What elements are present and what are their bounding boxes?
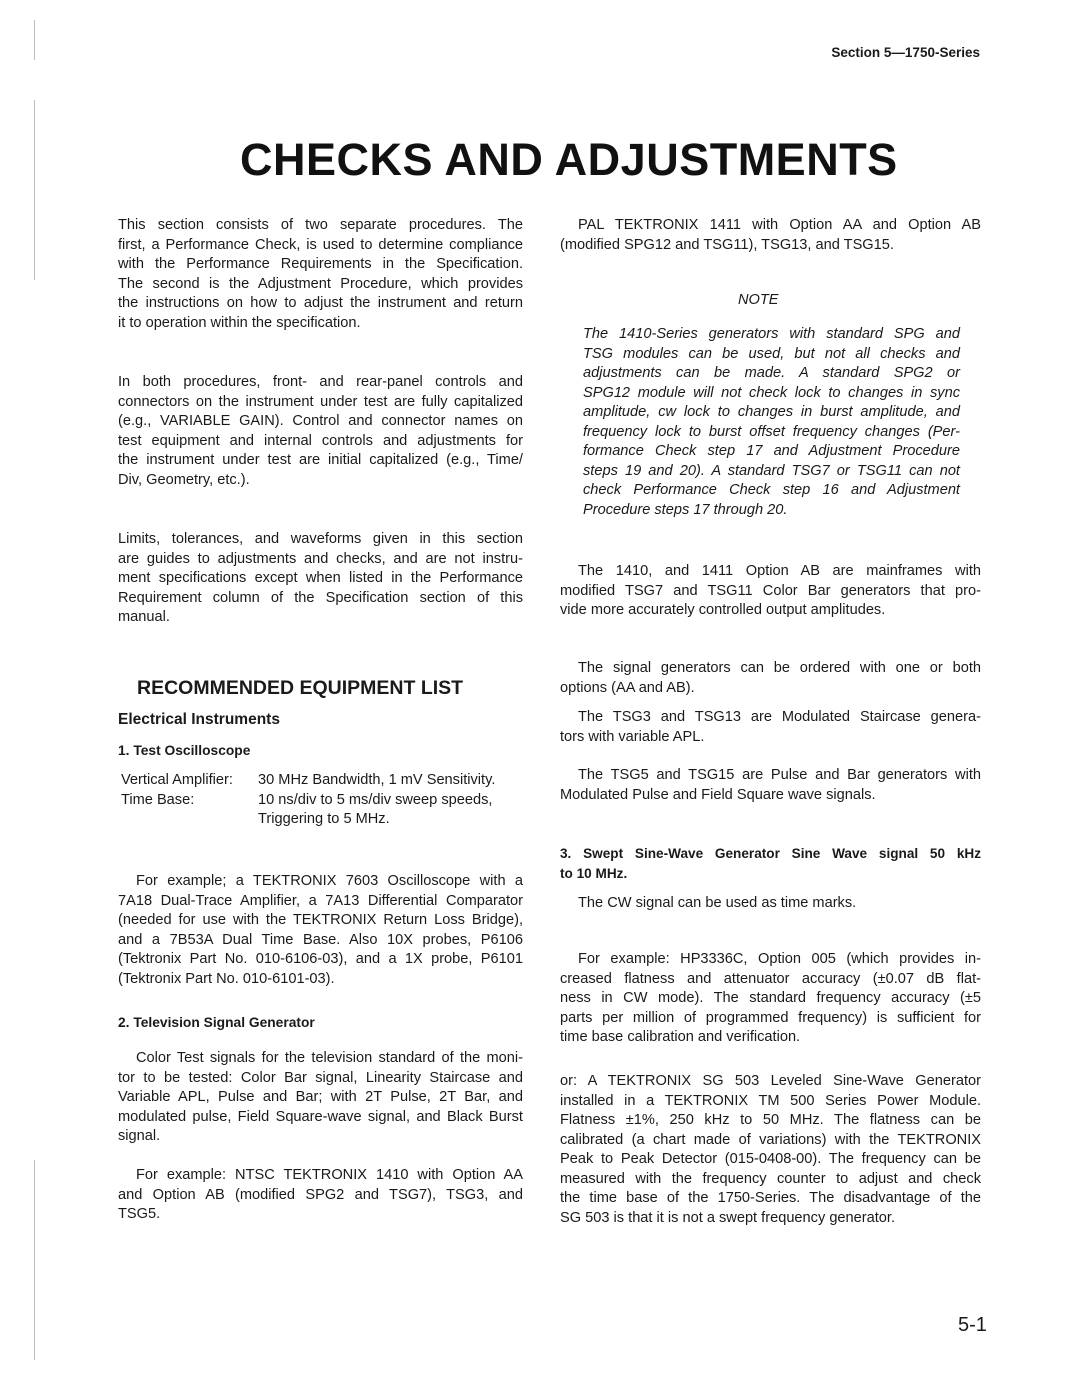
text-line: tors with variable APL. [560,728,705,745]
mainframes-paragraph [560,562,981,621]
cw-paragraph [560,894,981,914]
text-line: SG 503 is that it is not a swept frequency generator. [560,1209,896,1226]
tsg5-paragraph [560,766,981,805]
text-line: This section consists of two separate procedures. The [118,217,523,233]
equipment-list-heading: RECOMMENDED EQUIPMENT LIST [137,677,464,699]
text-line: Div, Geometry, etc.). [118,471,250,488]
text-line: Modulated Pulse and Field Square wave signals. [560,786,876,803]
text-line: options (AA and AB). [560,679,695,696]
text-line: tor to be tested: Color Bar signal, Linearity Staircase and [118,1069,523,1086]
text-line: Flatness ±1%, 250 kHz to 50 MHz. The flatness can be [560,1112,981,1128]
tv-signals-paragraph [118,1049,523,1147]
text-line: 3. Swept Sine-Wave Generator Sine Wave signal 50 kHz [560,846,981,861]
text-line: the time base of the 1750-Series. The disadvantage of the [560,1190,981,1206]
text-line: (e.g., VARIABLE GAIN). Control and connector names on [118,413,523,429]
text-line: Requirement column of the Specification section of this [118,589,523,606]
scan-margin-mark [34,20,35,60]
scan-margin-mark [34,100,35,280]
text-line: it to operation within the specification. [118,314,361,331]
text-line: the instructions on how to adjust the instrument and return [118,295,523,311]
text-line: TSG modules can be used, but not all checks and [583,345,960,362]
ntsc-example-paragraph [118,1166,523,1225]
text-line: installed in a TEKTRONIX TM 500 Series Power Module. [560,1092,981,1109]
section-header: Section 5—1750-Series [831,45,980,60]
scope-example-paragraph [118,872,523,989]
text-line: formance Check step 17 and Adjustment Procedure [583,443,960,459]
text-line: amplitude, cw lock to changes in burst amplitude, and [583,404,960,420]
oscilloscope-spec-table [121,771,495,830]
text-line: (Tektronix Part No. 010-6101-03). [118,970,335,987]
tv-signal-generator-heading: 2. Television Signal Generator [118,1015,315,1030]
text-line: with the Performance Requirements in the Specification. [118,256,523,272]
spec-value: Triggering to 5 MHz. [258,811,390,827]
tsg3-paragraph [560,708,981,747]
text-line: modulated pulse, Field Square-wave signal, and Black Burst [118,1108,523,1125]
text-line: ness in CW mode). The standard frequency accuracy (±5 [560,990,981,1006]
text-line: 7A18 Dual-Trace Amplifier, a 7A13 Differential Comparator [118,892,523,909]
text-line: The signal generators can be ordered with one or both [578,660,981,676]
text-line: PAL TEKTRONIX 1411 with Option AA and Option AB [578,217,981,233]
spec-label [121,810,258,830]
intro-paragraph [118,216,523,333]
text-line: connectors on the instrument under test are fully capitalized [118,393,523,410]
text-line: TSG5. [118,1206,161,1222]
text-line: Limits, tolerances, and waveforms given in this section [118,531,523,547]
spec-row [121,791,495,811]
text-line: (Tektronix Part No. 010-6106-03), and a 1X probe, P6101 [118,951,523,967]
electrical-instruments-heading: Electrical Instruments [118,711,280,728]
text-line: calibrated (a chart made of variations) with the TEKTRONIX [560,1131,981,1148]
pal-paragraph [560,216,981,255]
text-line: time base calibration and verification. [560,1029,801,1045]
text-line: check Performance Check step 16 and Adjustment [583,482,960,498]
text-line: For example; a TEKTRONIX 7603 Oscilloscope with a [136,873,523,889]
text-line: and Option AB (modified SPG2 and TSG7), TSG3, and [118,1186,523,1203]
text-line: test equipment and internal controls and adjustments for [118,432,523,449]
spec-row [121,810,495,830]
spec-label: Vertical Amplifier: [121,772,233,788]
text-line: The second is the Adjustment Procedure, which provides [118,275,523,292]
text-line: Color Test signals for the television standard of the moni- [136,1050,523,1066]
text-line: The CW signal can be used as time marks. [578,895,857,911]
text-line: Procedure steps 17 through 20. [583,501,788,518]
limits-paragraph [118,530,523,628]
text-line: parts per million of programmed frequency) is sufficient for [560,1009,981,1026]
note-label: NOTE [738,292,779,308]
text-line: first, a Performance Check, is used to determine compliance [118,236,523,253]
procedures-paragraph [118,373,523,490]
sg503-paragraph [560,1072,981,1228]
text-line: or: A TEKTRONIX SG 503 Leveled Sine-Wave Generator [560,1073,981,1089]
text-line: the instrument under test are initial capitalized (e.g., Time/ [118,452,523,468]
text-line: SPG12 module will not check lock to changes in sync [583,384,960,401]
page-number: 5-1 [958,1314,987,1336]
text-line: Peak to Peak Detector (015-0408-00). The frequency can be [560,1151,981,1167]
text-line: signal. [118,1128,161,1144]
text-line: The TSG3 and TSG13 are Modulated Staircase genera- [578,709,981,725]
spec-value: 30 MHz Bandwidth, 1 mV Sensitivity. [258,772,496,788]
text-line: manual. [118,609,170,625]
text-line: to 10 MHz. [560,865,628,881]
hp-example-paragraph [560,950,981,1048]
text-line: vide more accurately controlled output amplitudes. [560,602,886,618]
text-line: The 1410, and 1411 Option AB are mainframes with [578,563,981,579]
text-line: ment specifications except when listed in the Performance [118,570,523,586]
scan-margin-mark [34,1160,35,1360]
text-line: Variable APL, Pulse and Bar; with 2T Pulse, 2T Bar, and [118,1089,523,1105]
test-oscilloscope-heading: 1. Test Oscilloscope [118,743,251,758]
text-line: The 1410-Series generators with standard SPG and [583,326,960,342]
text-line: (needed for use with the TEKTRONIX Return Loss Bridge), [118,912,523,928]
spec-label: Time Base: [121,791,195,808]
text-line: adjustments can be made. A standard SPG2 or [583,365,960,381]
swept-generator-heading [560,844,981,883]
text-line: are guides to adjustments and checks, and are not instru- [118,550,523,567]
text-line: modified TSG7 and TSG11 Color Bar generators that pro- [560,582,981,599]
text-line: and a 7B53A Dual Time Base. Also 10X probes, P6106 [118,931,523,948]
text-line: (modified SPG12 and TSG11), TSG13, and TSG15. [560,236,894,253]
text-line: For example: NTSC TEKTRONIX 1410 with Option AA [136,1167,523,1183]
text-line: creased flatness and attenuator accuracy (±0.07 dB flat- [560,970,981,987]
options-paragraph [560,659,981,698]
text-line: frequency lock to burst offset frequency changes (Per- [583,423,960,440]
text-line: For example: HP3336C, Option 005 (which provides in- [578,951,981,967]
note-paragraph [583,325,960,520]
text-line: measured with the frequency counter to adjust and check [560,1170,981,1187]
text-line: The TSG5 and TSG15 are Pulse and Bar generators with [578,767,981,783]
text-line: steps 19 and 20). A standard TSG7 or TSG11 can not [583,462,960,479]
page-title: CHECKS AND ADJUSTMENTS [240,134,898,185]
spec-row [121,771,495,791]
text-line: In both procedures, front- and rear-panel controls and [118,374,523,390]
spec-value: 10 ns/div to 5 ms/div sweep speeds, [258,791,493,808]
